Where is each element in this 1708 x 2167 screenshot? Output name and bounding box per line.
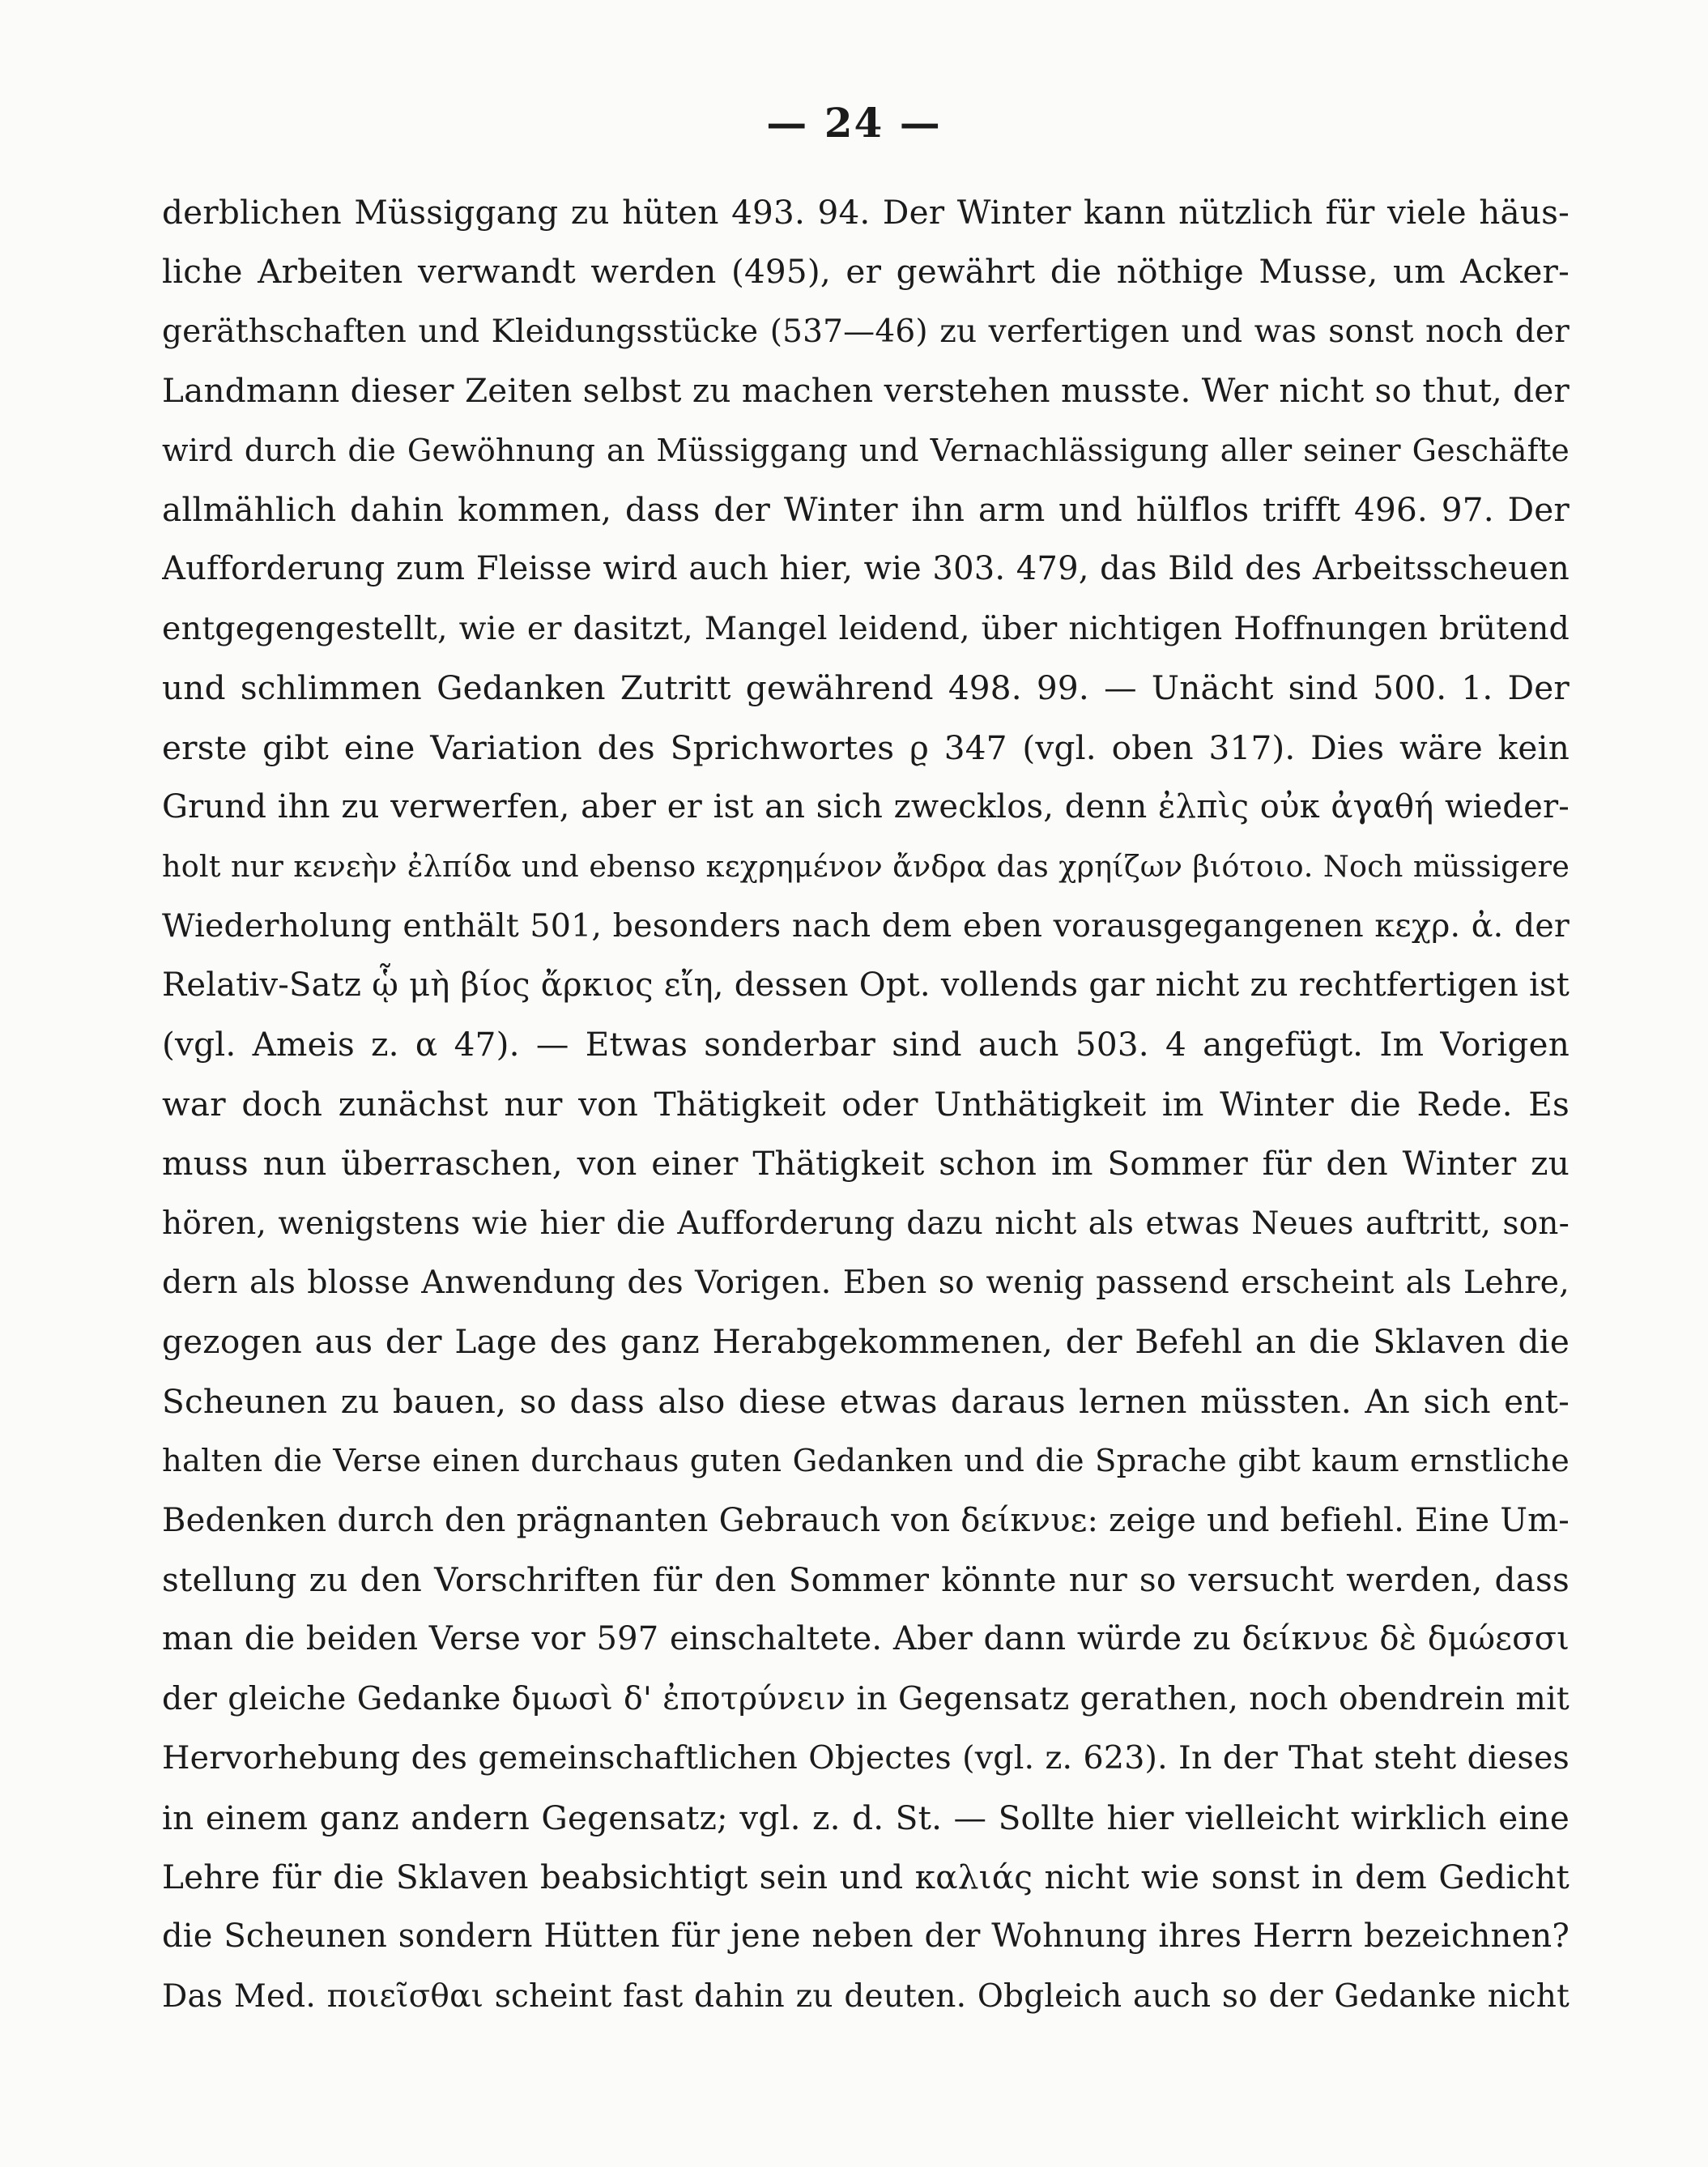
text-line: und schlimmen Gedanken Zutritt gewährend 498. 99. — Unächt sind 500. 1. Der (162, 668, 1570, 708)
text-line: hören, wenigstens wie hier die Aufforderung dazu nicht als etwas Neues auftritt, son- (162, 1205, 1570, 1242)
text-line: holt nur κενεὴν ἐλπίδα und ebenso κεχρημένον ἄνδρα das χρηίζων βιότοιο. Noch müssigere (162, 849, 1570, 885)
text-line: Scheunen zu bauen, so dass also diese etwas daraus lernen müssten. An sich ent- (162, 1381, 1570, 1421)
text-line: Aufforderung zum Fleisse wird auch hier, wie 303. 479, das Bild des Arbeitsscheuen (162, 550, 1570, 588)
text-line: erste gibt eine Variation des Sprichwortes ϱ 347 (vgl. oben 317). Dies wäre kein (162, 727, 1570, 767)
text-line: stellung zu den Vorschriften für den Sommer könnte nur so versucht werden, dass (162, 1559, 1570, 1599)
body-text (162, 183, 1570, 2026)
text-line: war doch zunächst nur von Thätigkeit oder Unthätigkeit im Winter die Rede. Es (162, 1084, 1570, 1124)
text-line: Landmann dieser Zeiten selbst zu machen verstehen musste. Wer nicht so thut, der (162, 371, 1570, 411)
text-line: Wiederholung enthält 501, besonders nach dem eben vorausgegangenen κεχρ. ἀ. der (162, 906, 1570, 945)
text-line: in einem ganz andern Gegensatz; vgl. z. d. St. — Sollte hier vielleicht wirklich eine (162, 1798, 1570, 1837)
text-line: muss nun überraschen, von einer Thätigkeit schon im Sommer für den Winter zu (162, 1144, 1570, 1184)
text-line: halten die Verse einen durchaus guten Gedanken und die Sprache gibt kaum ernstliche (162, 1443, 1570, 1480)
page-number: — 24 — (766, 99, 942, 147)
text-line: dern als blosse Anwendung des Vorigen. Eben so wenig passend erscheint als Lehre, (162, 1264, 1570, 1302)
text-line: Das Med. ποιεῖσθαι scheint fast dahin zu deuten. Obgleich auch so der Gedanke nicht (162, 1977, 1570, 2015)
text-line: der gleiche Gedanke δμωσὶ δ' ἐποτρύνειν in Gegensatz gerathen, noch obendrein mit (162, 1679, 1570, 1717)
text-line: liche Arbeiten verwandt werden (495), er gewährt die nöthige Musse, um Acker- (162, 252, 1570, 292)
text-line: wird durch die Gewöhnung an Müssiggang und Vernachlässigung aller seiner Geschäfte (162, 432, 1570, 468)
text-line: Bedenken durch den prägnanten Gebrauch von δείκνυε: zeige und befiehl. Eine Um- (162, 1501, 1570, 1539)
text-line: (vgl. Ameis z. α 47). — Etwas sonderbar sind auch 503. 4 angefügt. Im Vorigen (162, 1025, 1570, 1064)
text-line: derblichen Müssiggang zu hüten 493. 94. Der Winter kann nützlich für viele häus- (162, 193, 1570, 232)
text-line: man die beiden Verse vor 597 einschaltete. Aber dann würde zu δείκνυε δὲ δμώεσσι (162, 1620, 1570, 1658)
text-line: Lehre für die Sklaven beabsichtigt sein und καλιάς nicht wie sonst in dem Gedicht (162, 1857, 1570, 1896)
text-line: die Scheunen sondern Hütten für jene neben der Wohnung ihres Herrn bezeichnen? (162, 1917, 1570, 1956)
text-line: Grund ihn zu verwerfen, aber er ist an sich zwecklos, denn ἐλπὶς οὐκ ἀγαθή wieder- (162, 787, 1570, 825)
text-line: geräthschaften und Kleidungsstücke (537—46) zu verfertigen und was sonst noch der (162, 313, 1570, 350)
text-line: Hervorhebung des gemeinschaftlichen Objectes (vgl. z. 623). In der That steht dieses (162, 1739, 1570, 1777)
text-line: gezogen aus der Lage des ganz Herabgekommenen, der Befehl an die Sklaven die (162, 1322, 1570, 1362)
text-line: entgegengestellt, wie er dasitzt, Mangel leidend, über nichtigen Hoffnungen brütend (162, 609, 1570, 647)
text-line: allmählich dahin kommen, dass der Winter ihn arm und hülflos trifft 496. 97. Der (162, 489, 1570, 529)
text-line: Relativ-Satz ᾧ μὴ βίος ἄρκιος εἴη, dessen Opt. vollends gar nicht zu rechtfertigen ist (162, 966, 1570, 1005)
